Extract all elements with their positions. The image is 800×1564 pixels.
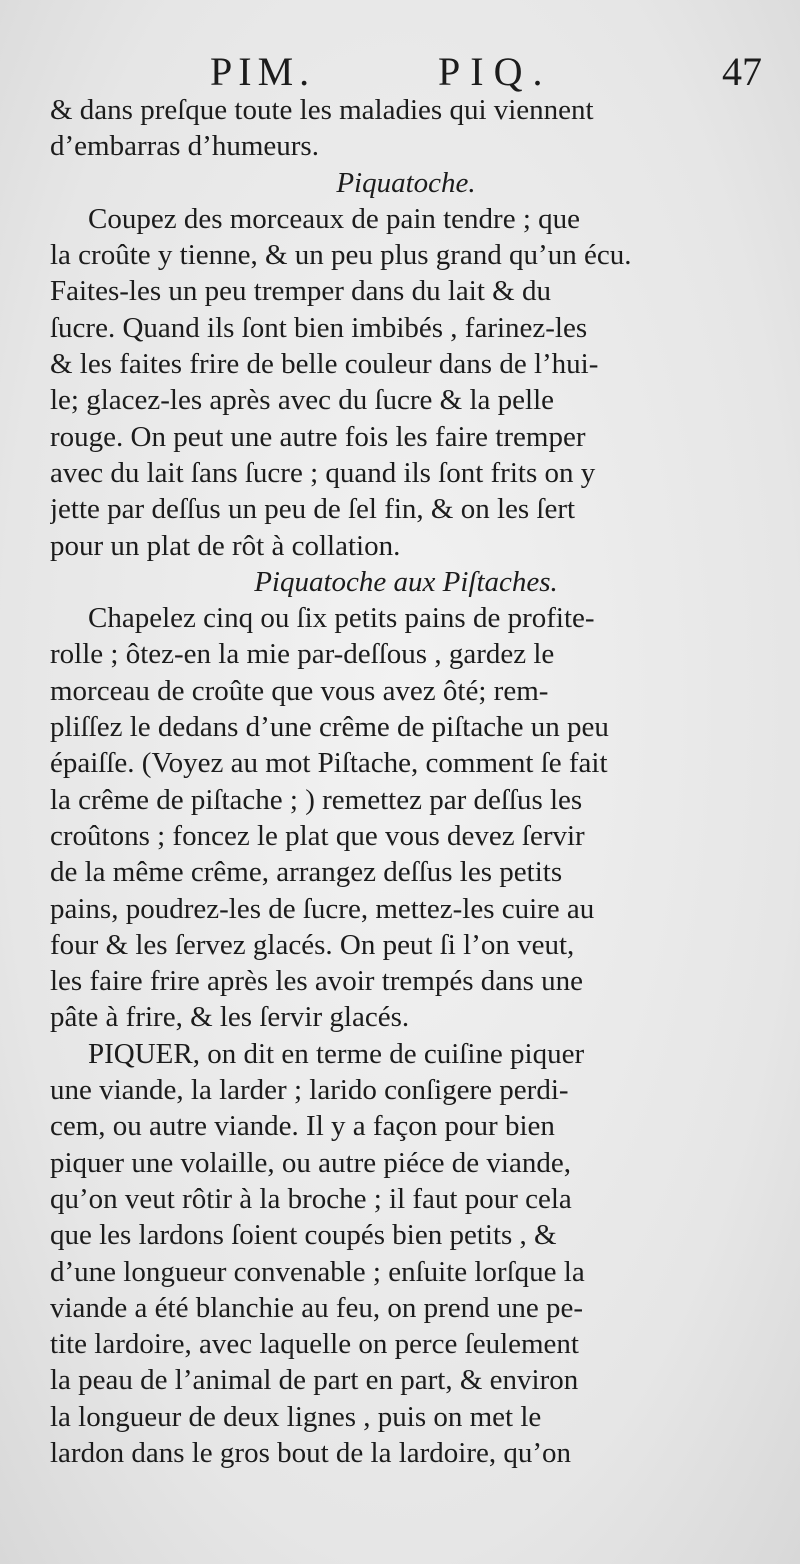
text-line: pains, poudrez-les de ſucre, mettez-les cuire au [50, 892, 595, 925]
text-line: les faire frire après les avoir trempés dans une [50, 965, 584, 998]
text-line: que les lardons ſoient coupés bien petits , & [50, 1219, 557, 1252]
page-number: 47 [722, 49, 762, 94]
text-line: ſucre. Quand ils ſont bien imbibés , farinez-les [50, 311, 588, 344]
text-line: Coupez des morceaux de pain tendre ; que [88, 202, 581, 235]
text-line: pour un plat de rôt à collation. [50, 529, 401, 562]
text-line: viande a été blanchie au feu, on prend une pe- [50, 1291, 584, 1324]
running-head-left: PIM. [210, 49, 316, 94]
text-line: Chapelez cinq ou ſix petits pains de profite- [88, 602, 595, 635]
section-heading-piquatoche-pistaches: Piquatoche aux Piſtaches. [254, 565, 558, 598]
entry-piquer-line: PIQUER, on dit en terme de cuiſine piquer [88, 1037, 585, 1070]
text-line: four & les ſervez glacés. On peut ſi l’on veut, [50, 928, 575, 961]
text-line: pliſſez le dedans d’une crême de piſtache un peu [50, 711, 609, 744]
text-line: d’embarras d’humeurs. [50, 130, 319, 163]
text-line: jette par deſſus un peu de ſel fin, & on les ſert [50, 493, 576, 526]
text-line: tite lardoire, avec laquelle on perce ſeulement [50, 1328, 579, 1361]
text-line: & les faites frire de belle couleur dans de l’hui- [50, 348, 599, 381]
text-line: morceau de croûte que vous avez ôté; rem- [50, 674, 549, 707]
text-line: lardon dans le gros bout de la lardoire, qu’on [50, 1436, 572, 1469]
text-line: rouge. On peut une autre fois les faire tremper [50, 420, 586, 453]
text-line: pâte à frire, & les ſervir glacés. [50, 1001, 410, 1034]
text-line: épaiſſe. (Voyez au mot Piſtache, comment ſe fait [50, 747, 608, 780]
text-line: la longueur de deux lignes , puis on met le [50, 1400, 542, 1433]
section-heading-piquatoche: Piquatoche. [336, 166, 476, 199]
text-line: la crême de piſtache ; ) remettez par deſſus les [50, 783, 583, 816]
text-line: rolle ; ôtez-en la mie par-deſſous , gardez le [50, 638, 555, 671]
text-line: avec du lait ſans ſucre ; quand ils ſont frits on y [50, 456, 596, 489]
running-head-right: PIQ. [438, 49, 553, 94]
text-line: croûtons ; foncez le plat que vous devez ſervir [50, 819, 585, 852]
text-line: une viande, la larder ; larido conſigere perdi- [50, 1074, 569, 1107]
text-line: d’une longueur convenable ; enſuite lorſque la [50, 1255, 585, 1288]
text-line: qu’on veut rôtir à la broche ; il faut pour cela [50, 1182, 572, 1215]
text-line: cem, ou autre viande. Il y a façon pour bien [50, 1110, 555, 1143]
text-line: le; glacez-les après avec du ſucre & la pelle [50, 384, 555, 417]
text-line: & dans preſque toute les maladies qui viennent [50, 94, 594, 126]
page-body [50, 92, 762, 1471]
text-line: de la même crême, arrangez deſſus les petits [50, 856, 563, 889]
text-line: la croûte y tienne, & un peu plus grand qu’un écu. [50, 239, 632, 272]
text-line: Faites-les un peu tremper dans du lait & du [50, 275, 551, 308]
text-line: la peau de l’animal de part en part, & environ [50, 1364, 579, 1397]
text-line: piquer une volaille, ou autre piéce de viande, [50, 1146, 571, 1179]
